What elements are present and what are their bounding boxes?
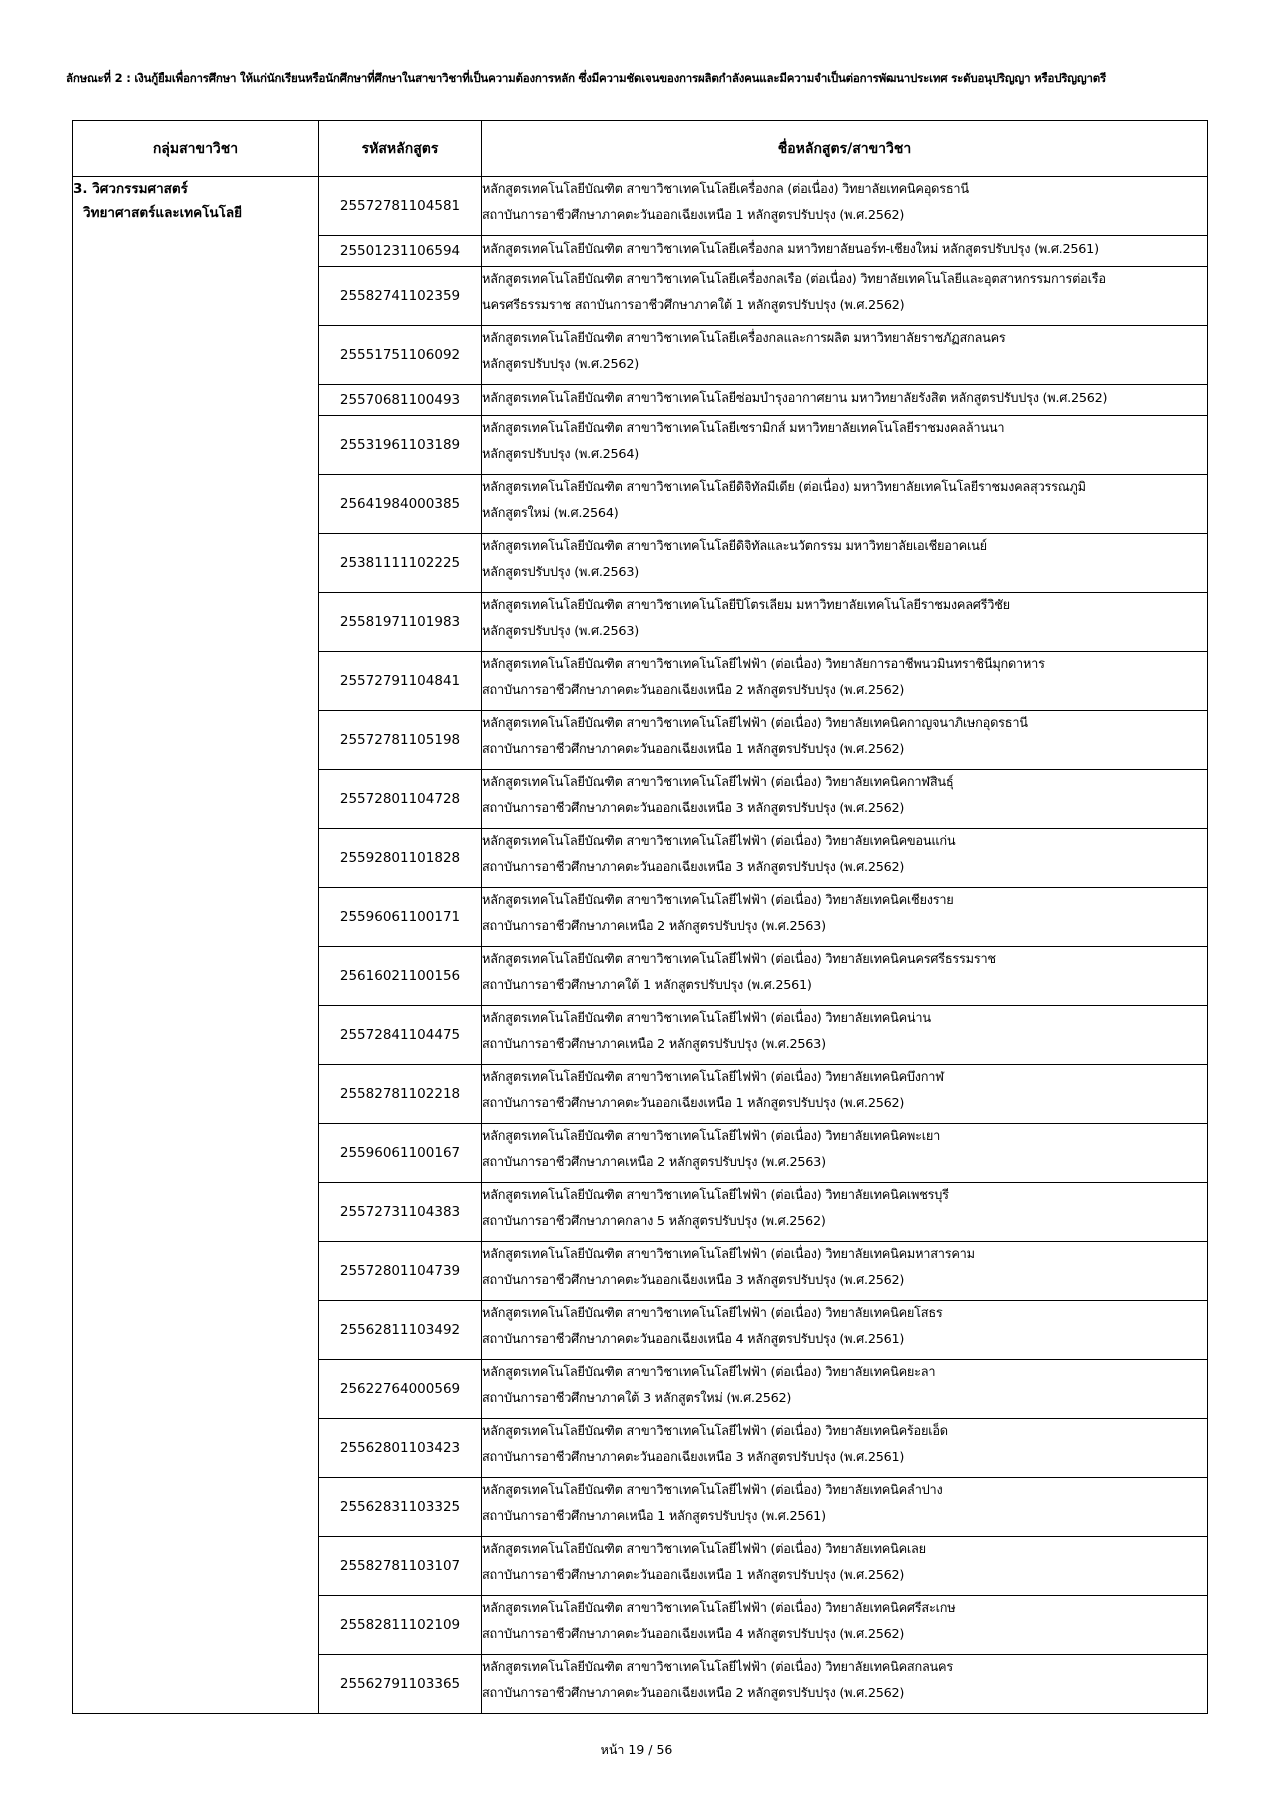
course-name [482, 475, 1208, 534]
page-number: หน้า 19 / 56 [600, 1742, 673, 1757]
course-name [482, 1301, 1208, 1360]
course-name [482, 326, 1208, 385]
course-name [482, 1242, 1208, 1301]
course-code: 25572801104739 [319, 1242, 482, 1301]
course-name [482, 534, 1208, 593]
course-code: 25616021100156 [319, 947, 482, 1006]
course-name-line1: หลักสูตรเทคโนโลยีบัณฑิต สาขาวิชาเทคโนโลยีซ่อมบำรุงอากาศยาน มหาวิทยาลัยรังสิต หลักสูตรปรับปรุง (พ.ศ.2562) [482, 391, 1108, 406]
curriculum-table [72, 120, 1208, 1714]
course-name [482, 1124, 1208, 1183]
course-code: 25572841104475 [319, 1006, 482, 1065]
header-code: รหัสหลักสูตร [319, 121, 482, 177]
course-code: 25562801103423 [319, 1419, 482, 1478]
course-code: 25562791103365 [319, 1655, 482, 1714]
course-name-line1: หลักสูตรเทคโนโลยีบัณฑิต สาขาวิชาเทคโนโลยีไฟฟ้า (ต่อเนื่อง) วิทยาลัยเทคนิคบึงกาฬ [482, 1070, 944, 1085]
course-code: 25582811102109 [319, 1596, 482, 1655]
course-name-line2: หลักสูตรใหม่ (พ.ศ.2564) [482, 506, 619, 521]
course-name-line2: สถาบันการอาชีวศึกษาภาคตะวันออกเฉียงเหนือ 1 หลักสูตรปรับปรุง (พ.ศ.2562) [482, 208, 905, 223]
course-name [482, 829, 1208, 888]
course-name-line1: หลักสูตรเทคโนโลยีบัณฑิต สาขาวิชาเทคโนโลยีไฟฟ้า (ต่อเนื่อง) วิทยาลัยเทคนิคขอนแก่น [482, 834, 956, 849]
course-name-line1: หลักสูตรเทคโนโลยีบัณฑิต สาขาวิชาเทคโนโลยีไฟฟ้า (ต่อเนื่อง) วิทยาลัยเทคนิคมหาสารคาม [482, 1247, 975, 1262]
header-name: ชื่อหลักสูตร/สาขาวิชา [482, 121, 1208, 177]
table-header-row [73, 121, 1208, 177]
course-name [482, 1006, 1208, 1065]
course-name-line1: หลักสูตรเทคโนโลยีบัณฑิต สาขาวิชาเทคโนโลยีไฟฟ้า (ต่อเนื่อง) วิทยาลัยเทคนิคศรีสะเกษ [482, 1601, 956, 1616]
course-name-line2: สถาบันการอาชีวศึกษาภาคเหนือ 2 หลักสูตรปรับปรุง (พ.ศ.2563) [482, 1037, 826, 1052]
course-name-line2: สถาบันการอาชีวศึกษาภาคเหนือ 2 หลักสูตรปรับปรุง (พ.ศ.2563) [482, 919, 826, 934]
course-name-line1: หลักสูตรเทคโนโลยีบัณฑิต สาขาวิชาเทคโนโลยีไฟฟ้า (ต่อเนื่อง) วิทยาลัยการอาชีพนวมินทราชินีมุกดาหาร [482, 657, 1045, 672]
course-name-line1: หลักสูตรเทคโนโลยีบัณฑิต สาขาวิชาเทคโนโลยีไฟฟ้า (ต่อเนื่อง) วิทยาลัยเทคนิคพะเยา [482, 1129, 941, 1144]
course-code: 25381111102225 [319, 534, 482, 593]
course-name-line2: หลักสูตรปรับปรุง (พ.ศ.2562) [482, 357, 639, 372]
course-name-line2: สถาบันการอาชีวศึกษาภาคใต้ 1 หลักสูตรปรับปรุง (พ.ศ.2561) [482, 978, 812, 993]
course-code: 25531961103189 [319, 416, 482, 475]
course-name-line1: หลักสูตรเทคโนโลยีบัณฑิต สาขาวิชาเทคโนโลยีปิโตรเลียม มหาวิทยาลัยเทคโนโลยีราชมงคลศรีวิชัย [482, 598, 1010, 613]
course-name-line2: หลักสูตรปรับปรุง (พ.ศ.2563) [482, 624, 639, 639]
course-name-line1: หลักสูตรเทคโนโลยีบัณฑิต สาขาวิชาเทคโนโลยีไฟฟ้า (ต่อเนื่อง) วิทยาลัยเทคนิคน่าน [482, 1011, 931, 1026]
course-name-line2: สถาบันการอาชีวศึกษาภาคใต้ 3 หลักสูตรใหม่ (พ.ศ.2562) [482, 1391, 792, 1406]
course-code: 25582741102359 [319, 267, 482, 326]
course-name-line1: หลักสูตรเทคโนโลยีบัณฑิต สาขาวิชาเทคโนโลยีไฟฟ้า (ต่อเนื่อง) วิทยาลัยเทคนิคกาฬสินธุ์ [482, 775, 954, 790]
course-code: 25596061100171 [319, 888, 482, 947]
course-name [482, 236, 1208, 267]
course-name-line2: สถาบันการอาชีวศึกษาภาคตะวันออกเฉียงเหนือ 4 หลักสูตรปรับปรุง (พ.ศ.2561) [482, 1332, 905, 1347]
course-code: 25641984000385 [319, 475, 482, 534]
course-name-line1: หลักสูตรเทคโนโลยีบัณฑิต สาขาวิชาเทคโนโลยีเซรามิกส์ มหาวิทยาลัยเทคโนโลยีราชมงคลล้านนา [482, 421, 1005, 436]
course-code: 25570681100493 [319, 385, 482, 416]
course-name-line1: หลักสูตรเทคโนโลยีบัณฑิต สาขาวิชาเทคโนโลยีดิจิทัลมีเดีย (ต่อเนื่อง) มหาวิทยาลัยเทคโนโลยีราชมงคลสุวรรณภูมิ [482, 480, 1086, 495]
course-name-line2: สถาบันการอาชีวศึกษาภาคกลาง 5 หลักสูตรปรับปรุง (พ.ศ.2562) [482, 1214, 826, 1229]
course-name [482, 416, 1208, 475]
course-name-line2: สถาบันการอาชีวศึกษาภาคเหนือ 2 หลักสูตรปรับปรุง (พ.ศ.2563) [482, 1155, 826, 1170]
course-name-line1: หลักสูตรเทคโนโลยีบัณฑิต สาขาวิชาเทคโนโลยีเครื่องกล (ต่อเนื่อง) วิทยาลัยเทคนิคอุดรธานี [482, 182, 969, 197]
course-name-line1: หลักสูตรเทคโนโลยีบัณฑิต สาขาวิชาเทคโนโลยีไฟฟ้า (ต่อเนื่อง) วิทยาลัยเทคนิคยโสธร [482, 1306, 943, 1321]
course-name [482, 1419, 1208, 1478]
course-name-line1: หลักสูตรเทคโนโลยีบัณฑิต สาขาวิชาเทคโนโลยีไฟฟ้า (ต่อเนื่อง) วิทยาลัยเทคนิคเลย [482, 1542, 926, 1557]
course-code: 25596061100167 [319, 1124, 482, 1183]
course-name-line1: หลักสูตรเทคโนโลยีบัณฑิต สาขาวิชาเทคโนโลยีไฟฟ้า (ต่อเนื่อง) วิทยาลัยเทคนิคร้อยเอ็ด [482, 1424, 948, 1439]
course-code: 25551751106092 [319, 326, 482, 385]
course-name-line1: หลักสูตรเทคโนโลยีบัณฑิต สาขาวิชาเทคโนโลยีดิจิทัลและนวัตกรรม มหาวิทยาลัยเอเชียอาคเนย์ [482, 539, 987, 554]
course-name [482, 1596, 1208, 1655]
course-code: 25582781102218 [319, 1065, 482, 1124]
course-name [482, 888, 1208, 947]
course-name-line1: หลักสูตรเทคโนโลยีบัณฑิต สาขาวิชาเทคโนโลยีไฟฟ้า (ต่อเนื่อง) วิทยาลัยเทคนิคลำปาง [482, 1483, 943, 1498]
course-name-line2: สถาบันการอาชีวศึกษาภาคตะวันออกเฉียงเหนือ 1 หลักสูตรปรับปรุง (พ.ศ.2562) [482, 1096, 905, 1111]
course-name-line2: หลักสูตรปรับปรุง (พ.ศ.2563) [482, 565, 639, 580]
course-name-line2: นครศรีธรรมราช สถาบันการอาชีวศึกษาภาคใต้ 1 หลักสูตรปรับปรุง (พ.ศ.2562) [482, 298, 905, 313]
course-name-line1: หลักสูตรเทคโนโลยีบัณฑิต สาขาวิชาเทคโนโลยีเครื่องกล มหาวิทยาลัยนอร์ท-เชียงใหม่ หลักสูตรปรับปรุง (พ.ศ.2561) [482, 242, 1099, 257]
course-name [482, 1537, 1208, 1596]
course-name [482, 1360, 1208, 1419]
course-code: 25572791104841 [319, 652, 482, 711]
table-row [73, 177, 1208, 236]
course-name [482, 770, 1208, 829]
course-name [482, 652, 1208, 711]
course-name-line1: หลักสูตรเทคโนโลยีบัณฑิต สาขาวิชาเทคโนโลยีไฟฟ้า (ต่อเนื่อง) วิทยาลัยเทคนิคยะลา [482, 1365, 936, 1380]
course-code: 25572731104383 [319, 1183, 482, 1242]
header-group: กลุ่มสาขาวิชา [73, 121, 319, 177]
course-code: 25572781105198 [319, 711, 482, 770]
course-name-line2: สถาบันการอาชีวศึกษาภาคตะวันออกเฉียงเหนือ 3 หลักสูตรปรับปรุง (พ.ศ.2561) [482, 1450, 905, 1465]
course-name-line2: สถาบันการอาชีวศึกษาภาคตะวันออกเฉียงเหนือ 4 หลักสูตรปรับปรุง (พ.ศ.2562) [482, 1627, 905, 1642]
course-name [482, 947, 1208, 1006]
course-name [482, 1065, 1208, 1124]
page-heading: ลักษณะที่ 2 : เงินกู้ยืมเพื่อการศึกษา ให้แก่นักเรียนหรือนักศึกษาที่ศึกษาในสาขาวิชาที่เป็นความต้องการหลัก ซึ่งมีความชัดเจนของการผลิตกำลังคนและมีความจำเป็นต่อการพัฒนาประเทศ ระดับอนุปริญญา หรือปริญญาตรี [66, 71, 1106, 85]
course-name-line2: สถาบันการอาชีวศึกษาภาคตะวันออกเฉียงเหนือ 1 หลักสูตรปรับปรุง (พ.ศ.2562) [482, 742, 905, 757]
course-code: 25592801101828 [319, 829, 482, 888]
course-name-line2: สถาบันการอาชีวศึกษาภาคตะวันออกเฉียงเหนือ 3 หลักสูตรปรับปรุง (พ.ศ.2562) [482, 860, 905, 875]
course-name [482, 593, 1208, 652]
course-code: 25581971101983 [319, 593, 482, 652]
group-subtitle: วิทยาศาสตร์และเทคโนโลยี [83, 205, 243, 221]
course-name-line1: หลักสูตรเทคโนโลยีบัณฑิต สาขาวิชาเทคโนโลยีไฟฟ้า (ต่อเนื่อง) วิทยาลัยเทคนิคกาญจนาภิเษกอุดรธานี [482, 716, 1028, 731]
course-name [482, 1183, 1208, 1242]
table-body [73, 177, 1208, 1714]
course-name-line1: หลักสูตรเทคโนโลยีบัณฑิต สาขาวิชาเทคโนโลยีเครื่องกลเรือ (ต่อเนื่อง) วิทยาลัยเทคโนโลยีและอุตสาหกรรมการต่อเรือ [482, 272, 1106, 287]
group-title: 3. วิศวกรรมศาสตร์ [73, 181, 188, 197]
course-name-line2: สถาบันการอาชีวศึกษาภาคเหนือ 1 หลักสูตรปรับปรุง (พ.ศ.2561) [482, 1509, 826, 1524]
course-name-line2: สถาบันการอาชีวศึกษาภาคตะวันออกเฉียงเหนือ 2 หลักสูตรปรับปรุง (พ.ศ.2562) [482, 1686, 905, 1701]
course-code: 25582781103107 [319, 1537, 482, 1596]
course-name-line1: หลักสูตรเทคโนโลยีบัณฑิต สาขาวิชาเทคโนโลยีไฟฟ้า (ต่อเนื่อง) วิทยาลัยเทคนิคเพชรบุรี [482, 1188, 949, 1203]
course-name [482, 385, 1208, 416]
course-name-line2: หลักสูตรปรับปรุง (พ.ศ.2564) [482, 447, 639, 462]
course-name-line2: สถาบันการอาชีวศึกษาภาคตะวันออกเฉียงเหนือ 3 หลักสูตรปรับปรุง (พ.ศ.2562) [482, 1273, 905, 1288]
course-code: 25572781104581 [319, 177, 482, 236]
course-name-line2: สถาบันการอาชีวศึกษาภาคตะวันออกเฉียงเหนือ 1 หลักสูตรปรับปรุง (พ.ศ.2562) [482, 1568, 905, 1583]
course-name [482, 267, 1208, 326]
course-name-line1: หลักสูตรเทคโนโลยีบัณฑิต สาขาวิชาเทคโนโลยีเครื่องกลและการผลิต มหาวิทยาลัยราชภัฏสกลนคร [482, 331, 1006, 346]
course-code: 25572801104728 [319, 770, 482, 829]
course-code: 25622764000569 [319, 1360, 482, 1419]
course-code: 25501231106594 [319, 236, 482, 267]
course-name [482, 711, 1208, 770]
course-name-line1: หลักสูตรเทคโนโลยีบัณฑิต สาขาวิชาเทคโนโลยีไฟฟ้า (ต่อเนื่อง) วิทยาลัยเทคนิคสกลนคร [482, 1660, 953, 1675]
group-cell [73, 177, 319, 1714]
course-code: 25562831103325 [319, 1478, 482, 1537]
course-name-line2: สถาบันการอาชีวศึกษาภาคตะวันออกเฉียงเหนือ 3 หลักสูตรปรับปรุง (พ.ศ.2562) [482, 801, 905, 816]
course-name [482, 1655, 1208, 1714]
course-name-line1: หลักสูตรเทคโนโลยีบัณฑิต สาขาวิชาเทคโนโลยีไฟฟ้า (ต่อเนื่อง) วิทยาลัยเทคนิคนครศรีธรรมราช [482, 952, 996, 967]
course-name [482, 1478, 1208, 1537]
course-name [482, 177, 1208, 236]
course-code: 25562811103492 [319, 1301, 482, 1360]
course-name-line2: สถาบันการอาชีวศึกษาภาคตะวันออกเฉียงเหนือ 2 หลักสูตรปรับปรุง (พ.ศ.2562) [482, 683, 905, 698]
course-name-line1: หลักสูตรเทคโนโลยีบัณฑิต สาขาวิชาเทคโนโลยีไฟฟ้า (ต่อเนื่อง) วิทยาลัยเทคนิคเชียงราย [482, 893, 954, 908]
